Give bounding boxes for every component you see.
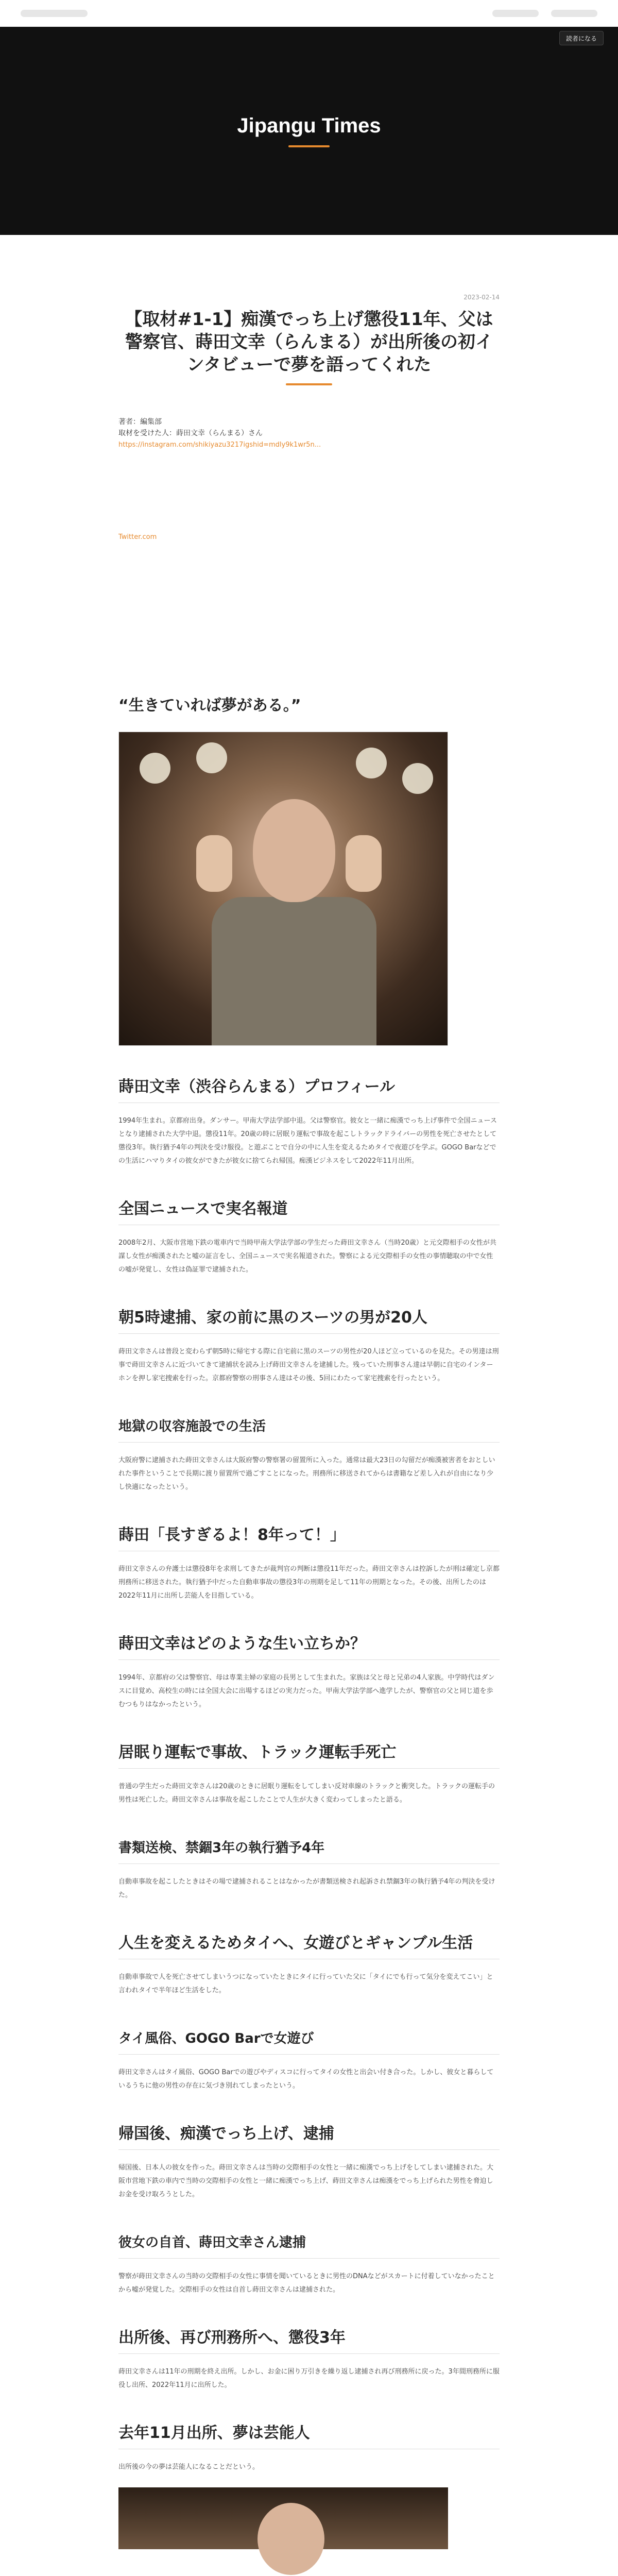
post-date: 2023-02-14	[464, 294, 500, 301]
section-divider	[118, 1442, 500, 1443]
section-body: 帰国後、日本人の彼女を作った。蒔田文幸さんは当時の交際相手の女性と一緒に痴漢でっち上げをしてしまい逮捕された。大阪市営地下鉄の車内で当時の交際相手の女性と一緒に痴漢でっち上げ、蒔田文幸さんは痴漢をでっち上げられた男性を脅迫しお金を受け取ろうとした。	[118, 2164, 494, 2198]
instagram-link[interactable]: https://instagram.com/shikiyazu3217igshid=mdly9k1wr5n...	[118, 441, 321, 449]
section-body: 蒔田文幸さんの弁護士は懲役8年を求刑してきたが裁判官の判断は懲役11年だった。蒔田文幸さんは控訴したが刑は確定し京都刑務所に移送された。執行猶予中だった自動車事故の懲役3年の刑期を足して11年の刑期となった。その後、出所したのは2022年11月に出所し芸能人を目指している。	[118, 1565, 500, 1600]
section-heading: 全国ニュースで実名報道	[118, 1200, 288, 1218]
article-body	[118, 242, 500, 2549]
section-heading: 彼女の自首、蒔田文幸さん逮捕	[118, 2235, 306, 2250]
site-header-banner	[0, 27, 618, 235]
pull-quote: “生きていれば夢がある。”	[118, 697, 301, 715]
post-title-underline	[286, 383, 332, 385]
section-body: 蒔田文幸さんは普段と変わらず朝5時に帰宅する際に自宅前に黒のスーツの男性が20人ほど立っているのを見た。その男達は刑事で蒔田文幸さんに近づいてきて逮捕状を読み上げ蒔田文幸さんを逮捕した。残っていた刑事さん達は早朝に自宅のインターホンを押し家宅捜索を行った。京都府警察の刑事さん達はその後、5回にわたって家宅捜索を行ったという。	[118, 1348, 499, 1382]
section-heading: 蒔田文幸（渋谷らんまる）プロフィール	[118, 1078, 395, 1096]
section-body: 大阪府警に逮捕された蒔田文幸さんは大阪府警の警察署の留置所に入った。通常は最大23日の勾留だが痴漢被害者をおとしいれた事件ということで長期に渡り留置所で過ごすことになった。刑務所に移送されてからは書籍など差し入れが自由になり少し快適になったという。	[118, 1456, 495, 1491]
article-sections	[118, 1077, 500, 2549]
section-heading: 帰国後、痴漢でっち上げ、逮捕	[118, 2125, 334, 2143]
section-divider	[118, 1659, 500, 1660]
site-logo-placeholder[interactable]	[21, 10, 88, 17]
section-body: 出所後の今の夢は芸能人になることだという。	[118, 2463, 260, 2471]
section-divider	[118, 2258, 500, 2259]
subject-face	[253, 799, 335, 902]
subject-face	[258, 2503, 324, 2575]
section-divider	[118, 1768, 500, 1769]
site-title[interactable]: Jipangu Times	[237, 114, 381, 137]
section-body: 蒔田文幸さんは11年の刑期を終え出所。しかし、お金に困り万引きを繰り返し逮捕され再び刑務所に戻った。3年間刑務所に服役し出所、2022年11月に出所した。	[118, 2368, 500, 2389]
section-heading: 朝5時逮捕、家の前に黒のスーツの男が20人	[118, 1309, 427, 1327]
section-divider	[118, 2054, 500, 2055]
twitter-embed-link[interactable]: Twitter.com	[118, 533, 157, 541]
section-body: 2008年2月、大阪市営地下鉄の電車内で当時甲南大学法学部の学生だった蒔田文幸さん（当時20歳）と元交際相手の女性が共謀し女性が痴漢されたと嘘の証言をし、全国ニュースで実名報道された。警察による元交際相手の女性の事情聴取の中で女性の嘘が発覚し、女性は偽証罪で逮捕された。	[118, 1239, 496, 1274]
section-heading: 蒔田「長すぎるよ！8年って！」	[118, 1526, 346, 1544]
interview-photo-bottom	[118, 2487, 448, 2549]
subscribe-button[interactable]: 読者になる	[559, 31, 604, 45]
peace-sign-hand	[346, 835, 382, 892]
section-heading: 出所後、再び刑務所へ、懲役3年	[118, 2329, 346, 2347]
section-divider	[118, 1333, 500, 1334]
section-heading: 蒔田文幸はどのような生い立ちか？	[118, 1635, 366, 1653]
lantern-shape	[402, 763, 433, 794]
post-meta	[118, 416, 500, 451]
section-heading: タイ風俗、GOGO Barで女遊び	[118, 2031, 314, 2046]
subject-jacket	[212, 897, 376, 1046]
nav-link-placeholder[interactable]	[492, 10, 539, 17]
section-body: 1994年、京都府の父は警察官、母は専業主婦の家庭の長男として生まれた。家族は父と母と兄弟の4人家族。中学時代はダンスに目覚め、高校生の時には全国大会に出場するほどの実力だった。甲南大学法学部へ進学したが、警察官の父と同じ道を歩むつもりはなかったという。	[118, 1674, 495, 1708]
section-heading: 居眠り運転で事故、トラック運転手死亡	[118, 1743, 397, 1761]
peace-sign-hand	[196, 835, 232, 892]
lantern-shape	[140, 753, 170, 784]
section-body: 警察が蒔田文幸さんの当時の交際相手の女性に事情を聞いているときに男性のDNAなどがスカートに付着していなかったことから嘘が発覚した。交際相手の女性は自首し蒔田文幸さんは逮捕された。	[118, 2273, 495, 2294]
nav-link-placeholder[interactable]	[551, 10, 597, 17]
lantern-shape	[356, 748, 387, 778]
section-heading: 書類送検、禁錮3年の執行猶予4年	[118, 1840, 325, 1856]
post-title: 【取材#1-1】痴漢でっち上げ懲役11年、父は警察官、蒔田文幸（らんまる）が出所後の初インタビューで夢を語ってくれた	[125, 309, 493, 375]
lantern-shape	[196, 742, 227, 773]
subject-line: 取材を受けた人：蒔田文幸（らんまる）さん	[118, 429, 263, 437]
section-divider	[118, 2149, 500, 2150]
section-body: 自動車事故を起こしたときはその場で逮捕されることはなかったが書類送検され起訴され禁錮3年の執行猶予4年の判決を受けた。	[118, 1878, 495, 1899]
section-body: 普通の学生だった蒔田文幸さんは20歳のときに居眠り運転をしてしまい反対車線のトラックと衝突した。トラックの運転手の男性は死亡した。蒔田文幸さんは事故を起こしたことで人生が大きく変わってしまったと語る。	[118, 1783, 495, 1804]
top-navigation-bar	[0, 0, 618, 27]
section-heading: 地獄の収容施設での生活	[118, 1419, 266, 1434]
section-heading: 去年11月出所、夢は芸能人	[118, 2424, 310, 2442]
section-divider	[118, 1863, 500, 1864]
interview-photo	[118, 732, 448, 1046]
author-line: 著者：編集部	[118, 418, 162, 426]
site-title-underline	[288, 145, 330, 147]
section-body: 1994年生まれ。京都府出身。ダンサー。甲南大学法学部中退。父は警察官。彼女と一緒に痴漢でっち上げ事件で全国ニュースとなり逮捕された大学中退。懲役11年。20歳の時に居眠り運転で事故を起こしトラックドライバーの男性を死亡させたとして懲役3年。執行猶予4年の判決を受け服役。と遊ぶことで自分の中に人生を変えるためタイで夜遊びを学ぶ。GOGO Barなどでの生活にハマりタイの彼女ができたが彼女に捨てられ帰国。痴漢ビジネスをして2022年11月出所。	[118, 1117, 497, 1165]
section-body: 蒔田文幸さんはタイ風俗、GOGO Barでの遊びやディスコに行ってタイの女性と出会い付き合った。しかし、彼女と暮らしているうちに他の男性の存在に気づき別れてしまったという。	[118, 2069, 494, 2090]
section-divider	[118, 2353, 500, 2354]
section-heading: 人生を変えるためタイへ、女遊びとギャンブル生活	[118, 1934, 473, 1952]
section-body: 自動車事故で人を死亡させてしまいうつになっていたときにタイに行っていた父に「タイにでも行って気分を変えてこい」と言われタイで半年ほど生活をした。	[118, 1973, 493, 1994]
